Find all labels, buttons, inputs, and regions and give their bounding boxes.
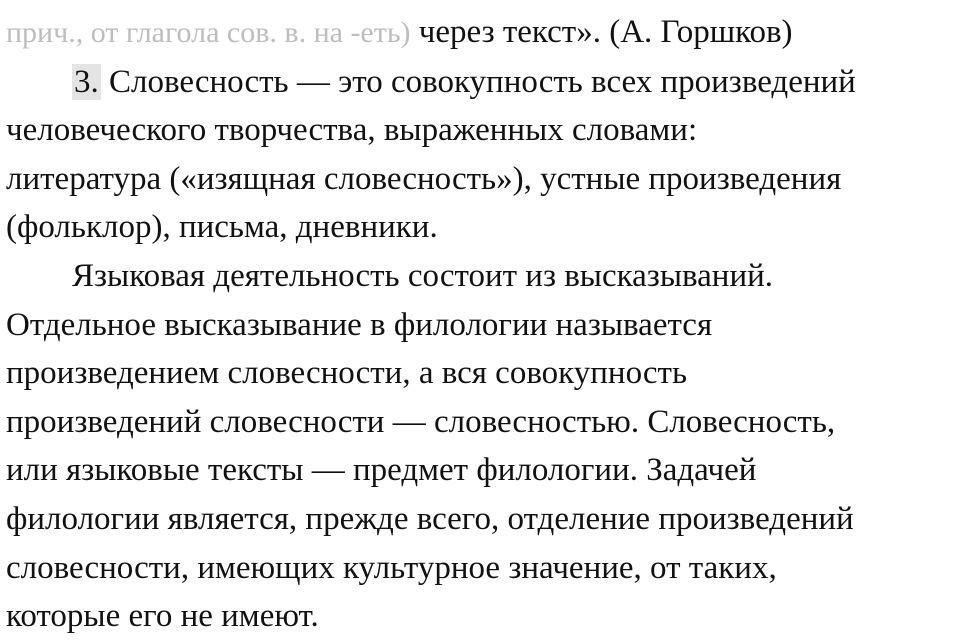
item-number-highlight: 3. — [74, 63, 99, 100]
paragraph2-line-8: которые его не имеют. — [6, 598, 319, 635]
item3-line-2: человеческого творчества, выраженных словами: — [6, 112, 698, 149]
paragraph2-line-7: словесности, имеющих культурное значение, от таких, — [6, 549, 777, 586]
item3-line-4: (фольклор), письма, дневники. — [6, 209, 438, 246]
top-line — [6, 8, 960, 58]
paragraph2-line-5: или языковые тексты — предмет филологии. Задачей — [6, 452, 757, 489]
paragraph2-line-4: произведений словесности — словесностью. Словесность, — [6, 403, 836, 440]
quote-attribution: через текст». (А. Горшков) — [410, 14, 793, 50]
paragraph2-line-3: произведением словесности, а вся совокупность — [6, 355, 688, 392]
item3-text-1: Словесность — это совокупность всех произведений — [100, 63, 856, 100]
paragraph2-line-2: Отдельное высказывание в филологии называется — [6, 306, 713, 343]
item3-line-1 — [6, 58, 960, 107]
item3-line-3: литература («изящная словесность»), устные произведения — [6, 160, 842, 197]
paragraph2-line-1: Языковая деятельность состоит из высказываний. — [72, 257, 774, 294]
faded-fragment: прич., от глагола сов. в. на -еть) — [6, 16, 411, 49]
paragraph2-line-6: филологии является, прежде всего, отделение произведений — [6, 500, 854, 537]
